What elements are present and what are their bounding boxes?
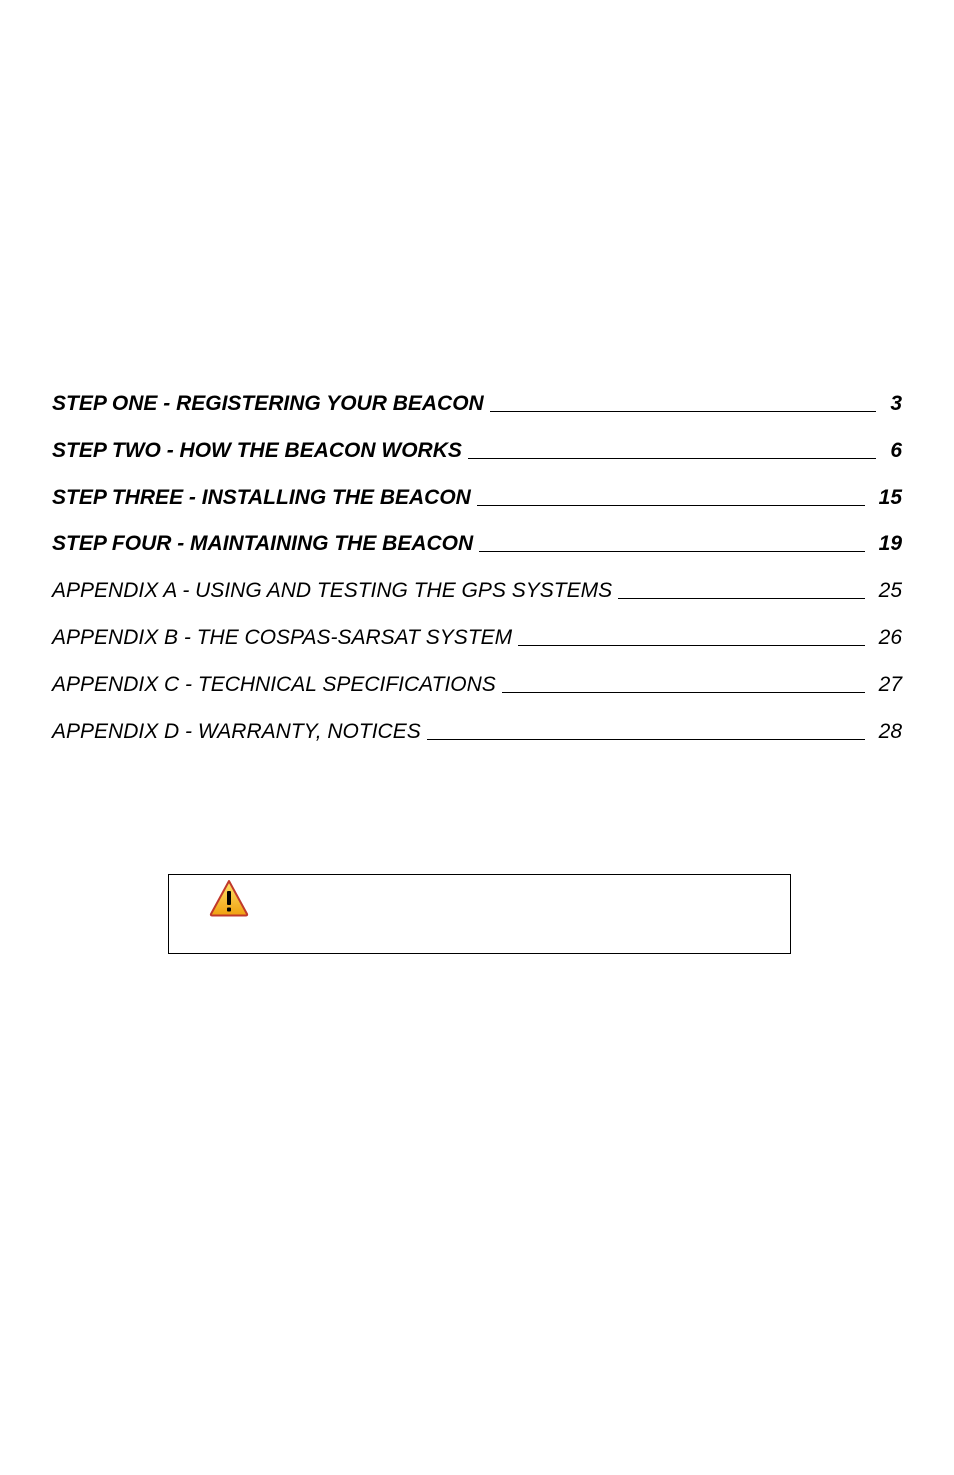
- toc-entry-appendix-d[interactable]: [52, 720, 902, 767]
- toc-entry-title: APPENDIX C - TECHNICAL SPECIFICATIONS: [52, 672, 496, 696]
- toc-entry-title: STEP FOUR - MAINTAINING THE BEACON: [52, 532, 474, 556]
- toc-entry-appendix-b[interactable]: [52, 626, 902, 673]
- warning-triangle-icon: [209, 879, 249, 917]
- toc-entry-title: APPENDIX D - WARRANTY, NOTICES: [52, 719, 421, 743]
- toc-entry-page: 26: [878, 625, 902, 649]
- toc-entry-page: 25: [878, 579, 902, 603]
- toc-entry-title: STEP THREE - INSTALLING THE BEACON: [52, 485, 471, 509]
- toc-entry-step-one[interactable]: [52, 392, 902, 439]
- toc-entry-page: 28: [878, 719, 902, 743]
- toc-entry-appendix-c[interactable]: [52, 673, 902, 720]
- table-of-contents: [52, 392, 902, 766]
- toc-entry-appendix-a[interactable]: [52, 579, 902, 626]
- toc-entry-leader: [518, 645, 864, 646]
- toc-entry-page: 6: [890, 438, 902, 462]
- toc-entry-leader: [477, 505, 865, 506]
- toc-entry-leader: [490, 411, 877, 412]
- toc-entry-page: 3: [890, 392, 902, 415]
- toc-entry-leader: [618, 598, 865, 599]
- toc-entry-step-two[interactable]: [52, 439, 902, 486]
- warning-box: [168, 874, 791, 954]
- toc-entry-page: 19: [878, 532, 902, 556]
- toc-entry-page: 15: [878, 485, 902, 509]
- toc-entry-step-four[interactable]: [52, 532, 902, 579]
- toc-entry-page: 27: [878, 672, 902, 696]
- toc-entry-leader: [427, 739, 865, 740]
- toc-entry-title: APPENDIX B - THE COSPAS-SARSAT SYSTEM: [52, 625, 513, 649]
- toc-entry-leader: [468, 458, 876, 459]
- toc-entry-leader: [502, 692, 865, 693]
- toc-entry-title: STEP TWO - HOW THE BEACON WORKS: [52, 438, 462, 462]
- toc-entry-leader: [479, 551, 864, 552]
- toc-entry-step-three[interactable]: [52, 486, 902, 533]
- toc-entry-title: STEP ONE - REGISTERING YOUR BEACON: [52, 392, 484, 415]
- toc-entry-title: APPENDIX A - USING AND TESTING THE GPS SYSTEMS: [52, 579, 613, 603]
